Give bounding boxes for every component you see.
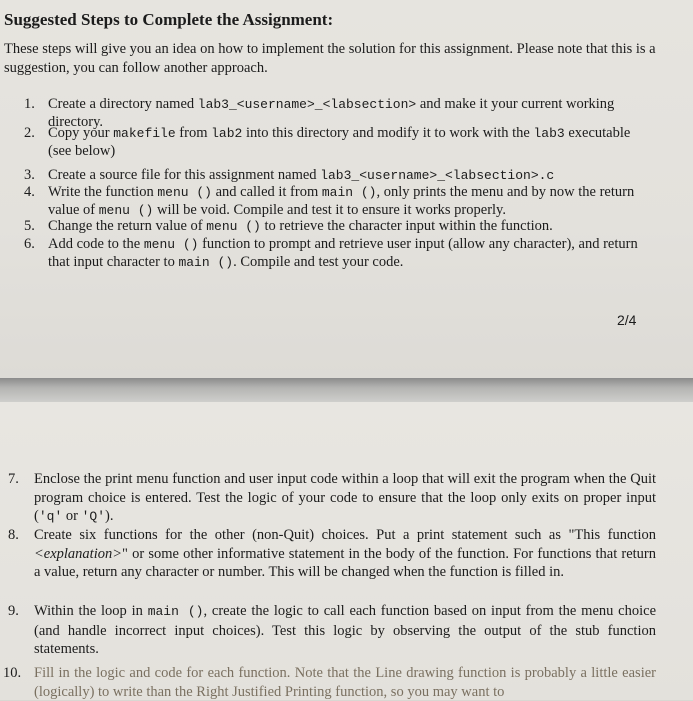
step-text: Add code to the menu () function to prompt and retrieve user input (allow any character), and return that input character to main (). Compile and test your code. <box>48 236 638 270</box>
step-text: Create six functions for the other (non-Quit) choices. Put a print statement such as "This function <explanation>" or some other informative statement in the body of the function. For functions that return a value, return any character or number. This will be changed when the function is filled in. <box>34 527 656 580</box>
step-text: Copy your makefile from lab2 into this directory and modify it to work with the lab3 executable (see below) <box>48 125 631 159</box>
step-text: Change the return value of menu () to retrieve the character input within the function. <box>48 218 553 234</box>
page-number: 2/4 <box>617 312 637 328</box>
step-number: 3. <box>24 167 35 183</box>
step-number: 10. <box>3 665 22 681</box>
step-number: 9. <box>8 603 19 619</box>
step-text: Write the function menu () and called it from main (), only prints the menu and by now the return value of menu () will be void. Compile and test it to ensure it works properly. <box>48 184 635 218</box>
step-text: Fill in the logic and code for each function. Note that the Line drawing function is probably a little easier (logically) to write than the Right Justified Printing function, so you may want to <box>34 665 656 700</box>
step-number: 7. <box>8 471 19 487</box>
step-text: Create a directory named lab3_<username>_<labsection> and make it your current working directory. <box>48 96 615 130</box>
step-text: Create a source file for this assignment named lab3_<username>_<labsection>.c <box>48 167 555 183</box>
step-number: 5. <box>24 218 35 234</box>
document-page-2 <box>0 402 693 700</box>
step-text: Enclose the print menu function and user input code within a loop that will exit the program when the Quit program choice is entered. Test the logic of your code to ensure that the loop only exits on proper input ('q' or 'Q'). <box>34 471 656 524</box>
step-number: 6. <box>24 236 35 252</box>
section-heading: Suggested Steps to Complete the Assignment: <box>4 10 334 29</box>
intro-paragraph: These steps will give you an idea on how to implement the solution for this assignment. Please note that this is a suggestion, you can follow another approach. <box>4 41 656 76</box>
step-number: 4. <box>24 184 35 200</box>
step-text: Within the loop in main (), create the logic to call each function based on input from the menu choice (and handle incorrect input choices). Test this logic by observing the output of the stub function statements. <box>34 603 657 657</box>
step-number: 2. <box>24 125 35 141</box>
step-number: 8. <box>8 527 19 543</box>
page-break <box>0 378 693 402</box>
step-number: 1. <box>24 96 35 112</box>
